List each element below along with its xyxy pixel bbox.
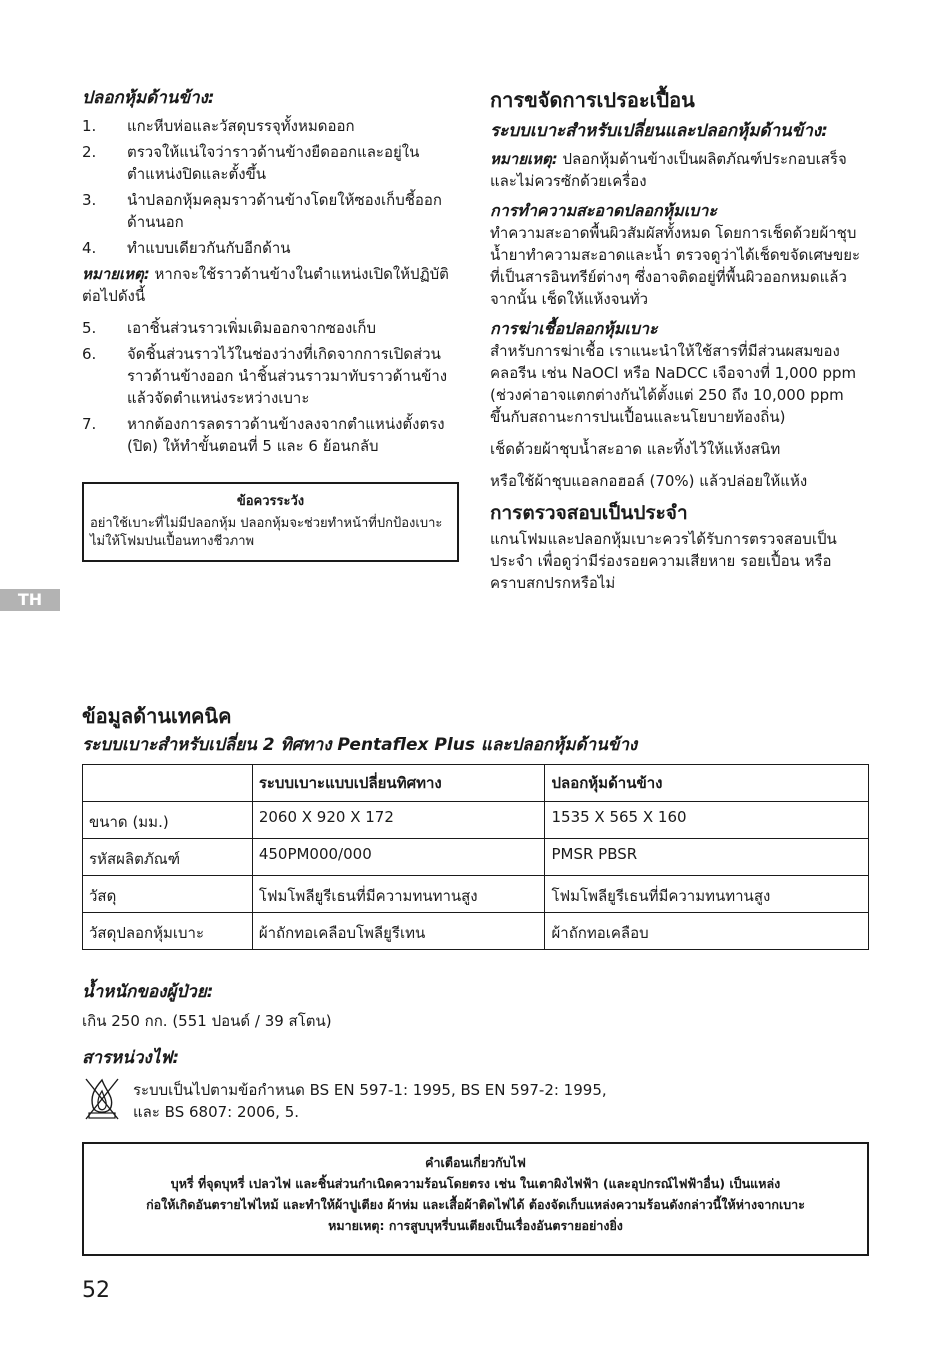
- table-row: [83, 802, 869, 839]
- fire-warning-line-1: บุหรี่ ที่จุดบุหรี่ เปลวไฟ และชิ้นส่วนกำเนิดความร้อนโดยตรง เช่น ในเตาผิงไฟฟ้า (และอุปกรณ์ไฟฟ้าอื่น) เป็นแหล่ง: [170, 1176, 781, 1191]
- list-item: 3. นำปลอกหุ้มคลุมราวด้านข้างโดยให้ซองเก็บชี้ออกด้านนอก: [82, 191, 443, 231]
- patient-weight-value: เกิน 250 กก. (551 ปอนด์ / 39 สโตน): [82, 1012, 332, 1030]
- table-cell: PMSR PBSR: [545, 839, 869, 876]
- list-item: 1. แกะหีบห่อและวัสดุบรรจุทั้งหมดออก: [82, 117, 355, 135]
- technical-subtitle: ระบบเบาะสำหรับเปลี่ยน 2 ทิศทาง Pentaflex Plus และปลอกหุ้มด้านข้าง: [82, 735, 638, 755]
- list-item: 2. ตรวจให้แน่ใจว่าราวด้านข้างยืดออกและอยู่ในตำแหน่งปิดและตั้งขึ้น: [82, 143, 420, 183]
- table-cell: 1535 X 565 X 160: [545, 802, 869, 839]
- fire-warning-box: [82, 1142, 869, 1256]
- inspection-title: การตรวจสอบเป็นประจำ: [490, 502, 688, 524]
- decontamination-subtitle: ระบบเบาะสำหรับเปลี่ยนและปลอกหุ้มด้านข้าง:: [490, 121, 828, 141]
- fire-warning-note: หมายเหตุ: การสูบบุหรี่บนเตียงเป็นเรื่องอันตรายอย่างยิ่ง: [328, 1218, 623, 1233]
- caution-text: อย่าใช้เบาะที่ไม่มีปลอกหุ้ม ปลอกหุ้มจะช่วยทำหน้าที่ปกป้องเบาะไม่ให้โฟมปนเปื้อนทางชีวภาพ: [90, 516, 443, 549]
- list-item: 7. หากต้องการลดราวด้านข้างลงจากตำแหน่งตั้งตรง (ปิด) ให้ทำขั้นตอนที่ 5 และ 6 ย้อนกลับ: [82, 415, 445, 455]
- table-header-cell: ปลอกหุ้มด้านข้าง: [545, 765, 869, 802]
- installation-steps-list: [82, 115, 457, 461]
- flame-retardant-title: สารหน่วงไฟ:: [82, 1048, 180, 1068]
- table-cell: โฟมโพลียูรีเธนที่มีความทนทานสูง: [252, 876, 545, 913]
- disinfect-text: สำหรับการฆ่าเชื้อ เราแนะนำให้ใช้สารที่มีส่วนผสมของคลอรีน เช่น NaOCl หรือ NaDCC เจือจางที่ 1,000 ppm (ช่วงค่าอาจแตกต่างกันได้ตั้งแต่ 250 ถึง 10,000 ppm ขึ้นกับสถานะการปนเปื้อนและนโยบายท้องถิ่น): [490, 342, 857, 426]
- list-item: 6. จัดชิ้นส่วนราวไว้ในช่องว่างที่เกิดจากการเปิดส่วนราวด้านข้างออก นำชิ้นส่วนราวมาทับราวด้านข้างแล้วจัดตำแหน่งระหว่างเบาะ: [82, 345, 448, 407]
- side-rails-title: ปลอกหุ้มด้านข้าง:: [82, 88, 215, 108]
- caution-box: [82, 482, 459, 562]
- table-cell: รหัสผลิตภัณฑ์: [83, 839, 253, 876]
- table-cell: 2060 X 920 X 172: [252, 802, 545, 839]
- patient-weight-title: น้ำหนักของผู้ป่วย:: [82, 982, 214, 1002]
- table-row: [83, 839, 869, 876]
- table-cell: ขนาด (มม.): [83, 802, 253, 839]
- disinfect-alcohol-text: หรือใช้ผ้าชุบแอลกอฮอล์ (70%) แล้วปล่อยให้แห้ง: [490, 472, 808, 490]
- side-rails-note: หมายเหตุ: หากจะใช้ราวด้านข้างในตำแหน่งเปิดให้ปฏิบัติต่อไปดังนี้: [82, 265, 449, 305]
- fire-warning-title: คำเตือนเกี่ยวกับไฟ: [425, 1155, 526, 1170]
- language-tab: TH: [0, 589, 60, 611]
- spec-table: [82, 764, 869, 950]
- table-header-cell: [83, 765, 253, 802]
- list-item: 5. เอาชิ้นส่วนราวเพิ่มเติมออกจากซองเก็บ: [82, 319, 377, 337]
- crossed-flame-cigarette-icon: [84, 1077, 120, 1121]
- table-row: [83, 876, 869, 913]
- disinfect-title: การฆ่าเชื้อปลอกหุ้มเบาะ: [490, 319, 658, 338]
- disinfect-rinse-text: เช็ดด้วยผ้าชุบน้ำสะอาด และทิ้งไว้ให้แห้งสนิท: [490, 440, 781, 458]
- page-number: 52: [82, 1278, 110, 1303]
- table-cell: โฟมโพลียูรีเธนที่มีความทนทานสูง: [545, 876, 869, 913]
- technical-title: ข้อมูลด้านเทคนิค: [82, 704, 232, 728]
- cleaning-title: การทำความสะอาดปลอกหุ้มเบาะ: [490, 201, 717, 220]
- table-cell: 450PM000/000: [252, 839, 545, 876]
- table-cell: วัสดุ: [83, 876, 253, 913]
- table-header-row: [83, 765, 869, 802]
- table-row: [83, 913, 869, 950]
- fire-warning-line-2: ก่อให้เกิดอันตรายไฟไหม้ และทำให้ผ้าปูเตียง ผ้าห่ม และเสื้อผ้าติดไฟได้ ต้องจัดเก็บแหล่งความร้อนดังกล่าวนี้ให้ห่างจากเบาะ: [146, 1197, 805, 1212]
- table-cell: ผ้าถักทอเคลือบโพลียูรีเทน: [252, 913, 545, 950]
- table-cell: วัสดุปลอกหุ้มเบาะ: [83, 913, 253, 950]
- cleaning-text: ทำความสะอาดพื้นผิวสัมผัสทั้งหมด โดยการเช็ดด้วยผ้าชุบน้ำยาทำความสะอาดและน้ำ ตรวจดูว่าได้เช็ดขจัดเศษขยะที่เป็นสารอินทรีย์ต่างๆ ซึ่งอาจติดอยู่ที่พื้นผิวออกหมดแล้ว จากนั้น เช็ดให้แห้งจนทั่ว: [490, 224, 861, 308]
- caution-title: ข้อควรระวัง: [236, 494, 305, 509]
- table-header-cell: ระบบเบาะแบบเปลี่ยนทิศทาง: [252, 765, 545, 802]
- decontamination-body: [490, 148, 865, 594]
- table-cell: ผ้าถักทอเคลือบ: [545, 913, 869, 950]
- inspection-text: แกนโฟมและปลอกหุ้มเบาะควรได้รับการตรวจสอบเป็นประจำ เพื่อดูว่ามีร่องรอยความเสียหาย รอยเปื้อน หรือคราบสกปรกหรือไม่: [490, 530, 837, 592]
- decontamination-title: การขจัดการเปรอะเปื้อน: [490, 88, 695, 112]
- flame-retardant-text: ระบบเป็นไปตามข้อกำหนด BS EN 597-1: 1995, BS EN 597-2: 1995, และ BS 6807: 2006, 5.: [133, 1081, 607, 1121]
- decontamination-note: หมายเหตุ: ปลอกหุ้มด้านข้างเป็นผลิตภัณฑ์ประกอบเสร็จและไม่ควรซักด้วยเครื่อง: [490, 150, 847, 190]
- list-item: 4. ทำแบบเดียวกันกับอีกด้าน: [82, 239, 291, 257]
